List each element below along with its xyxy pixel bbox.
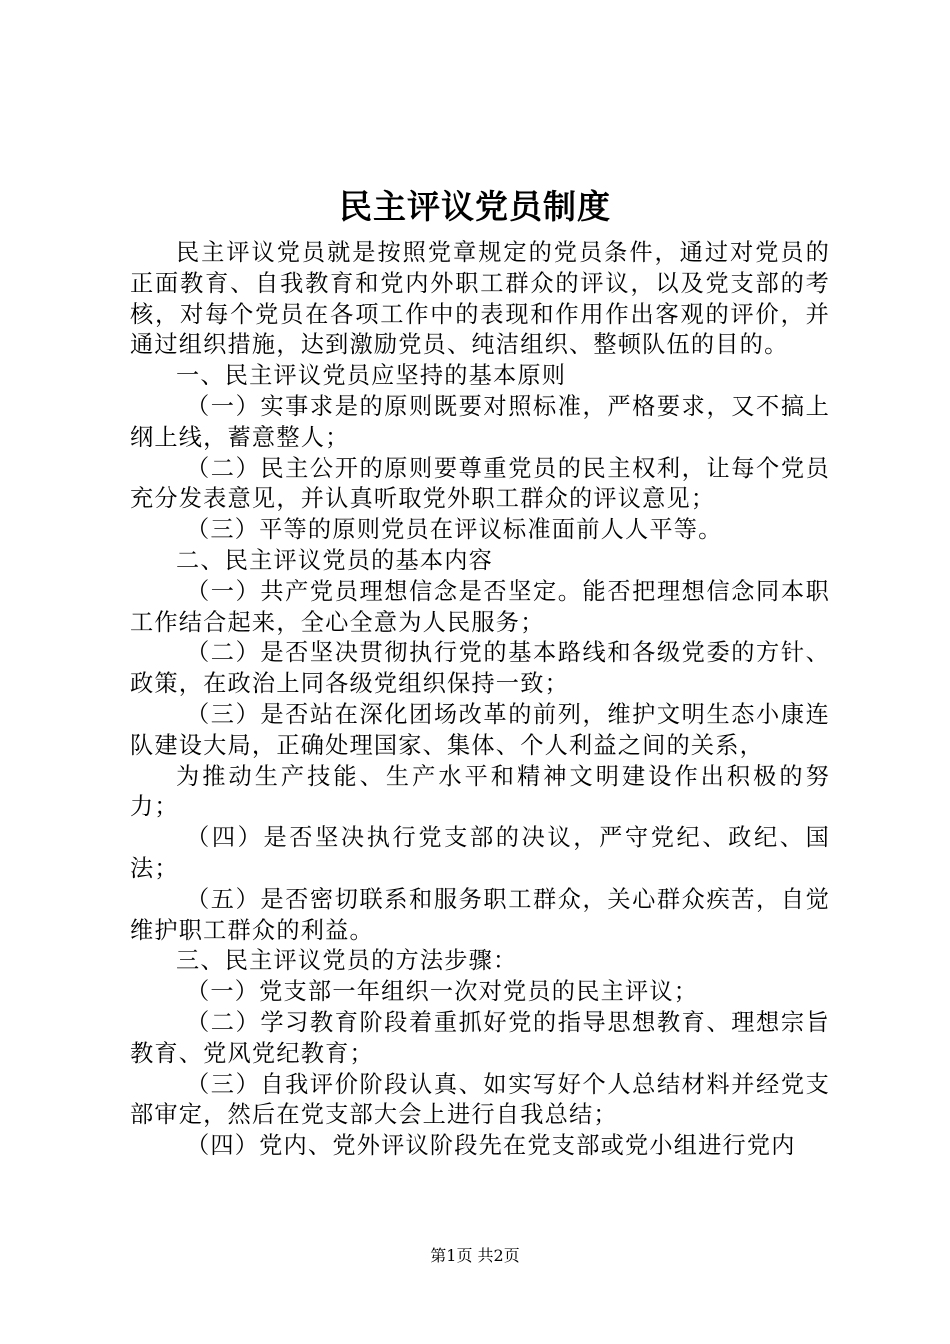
- section-heading-2: 二、民主评议党员的基本内容: [176, 546, 494, 574]
- list-item: （三）自我评价阶段认真、如实写好个人总结材料并经党支部审定，然后在党支部大会上进行自我总结；: [130, 1070, 830, 1129]
- list-item: （三）是否站在深化团场改革的前列，维护文明生态小康连队建设大局，正确处理国家、集体、个人利益之间的关系，: [130, 700, 830, 759]
- page-number-footer: 第1页 共2页: [430, 1246, 520, 1265]
- list-item: （一）共产党员理想信念是否坚定。能否把理想信念同本职工作结合起来，全心全意为人民服务；: [130, 577, 830, 636]
- list-item: （一）党支部一年组织一次对党员的民主评议；: [186, 978, 699, 1006]
- list-item: （一）实事求是的原则既要对照标准，严格要求，又不搞上纲上线，蓄意整人；: [130, 392, 830, 451]
- list-item: （三）平等的原则党员在评议标准面前人人平等。: [186, 516, 723, 544]
- section-heading-3: 三、民主评议党员的方法步骤：: [176, 947, 518, 975]
- list-item: （四）党内、党外评议阶段先在党支部或党小组进行党内: [186, 1132, 796, 1160]
- list-item: （二）民主公开的原则要尊重党员的民主权利，让每个党员充分发表意见，并认真听取党外职工群众的评议意见；: [130, 454, 830, 513]
- list-item-continuation: 为推动生产技能、生产水平和精神文明建设作出积极的努力；: [130, 762, 830, 821]
- list-item: （四）是否坚决执行党支部的决议，严守党纪、政纪、国法；: [130, 824, 830, 882]
- list-item: （二）学习教育阶段着重抓好党的指导思想教育、理想宗旨教育、党风党纪教育；: [130, 1008, 830, 1067]
- paragraph-intro: 民主评议党员就是按照党章规定的党员条件，通过对党员的正面教育、自我教育和党内外职工群众的评议，以及党支部的考核，对每个党员在各项工作中的表现和作用作出客观的评价，并通过组织措施，达到激励党员、纯洁组织、整顿队伍的目的。: [130, 239, 830, 359]
- document-title: 民主评议党员制度: [339, 187, 611, 226]
- section-heading-1: 一、民主评议党员应坚持的基本原则: [176, 362, 567, 390]
- list-item: （二）是否坚决贯彻执行党的基本路线和各级党委的方针、政策，在政治上同各级党组织保持一致；: [130, 639, 830, 698]
- document-body: [130, 238, 830, 1162]
- list-item: （五）是否密切联系和服务职工群众，关心群众疾苦，自觉维护职工群众的利益。: [130, 885, 830, 944]
